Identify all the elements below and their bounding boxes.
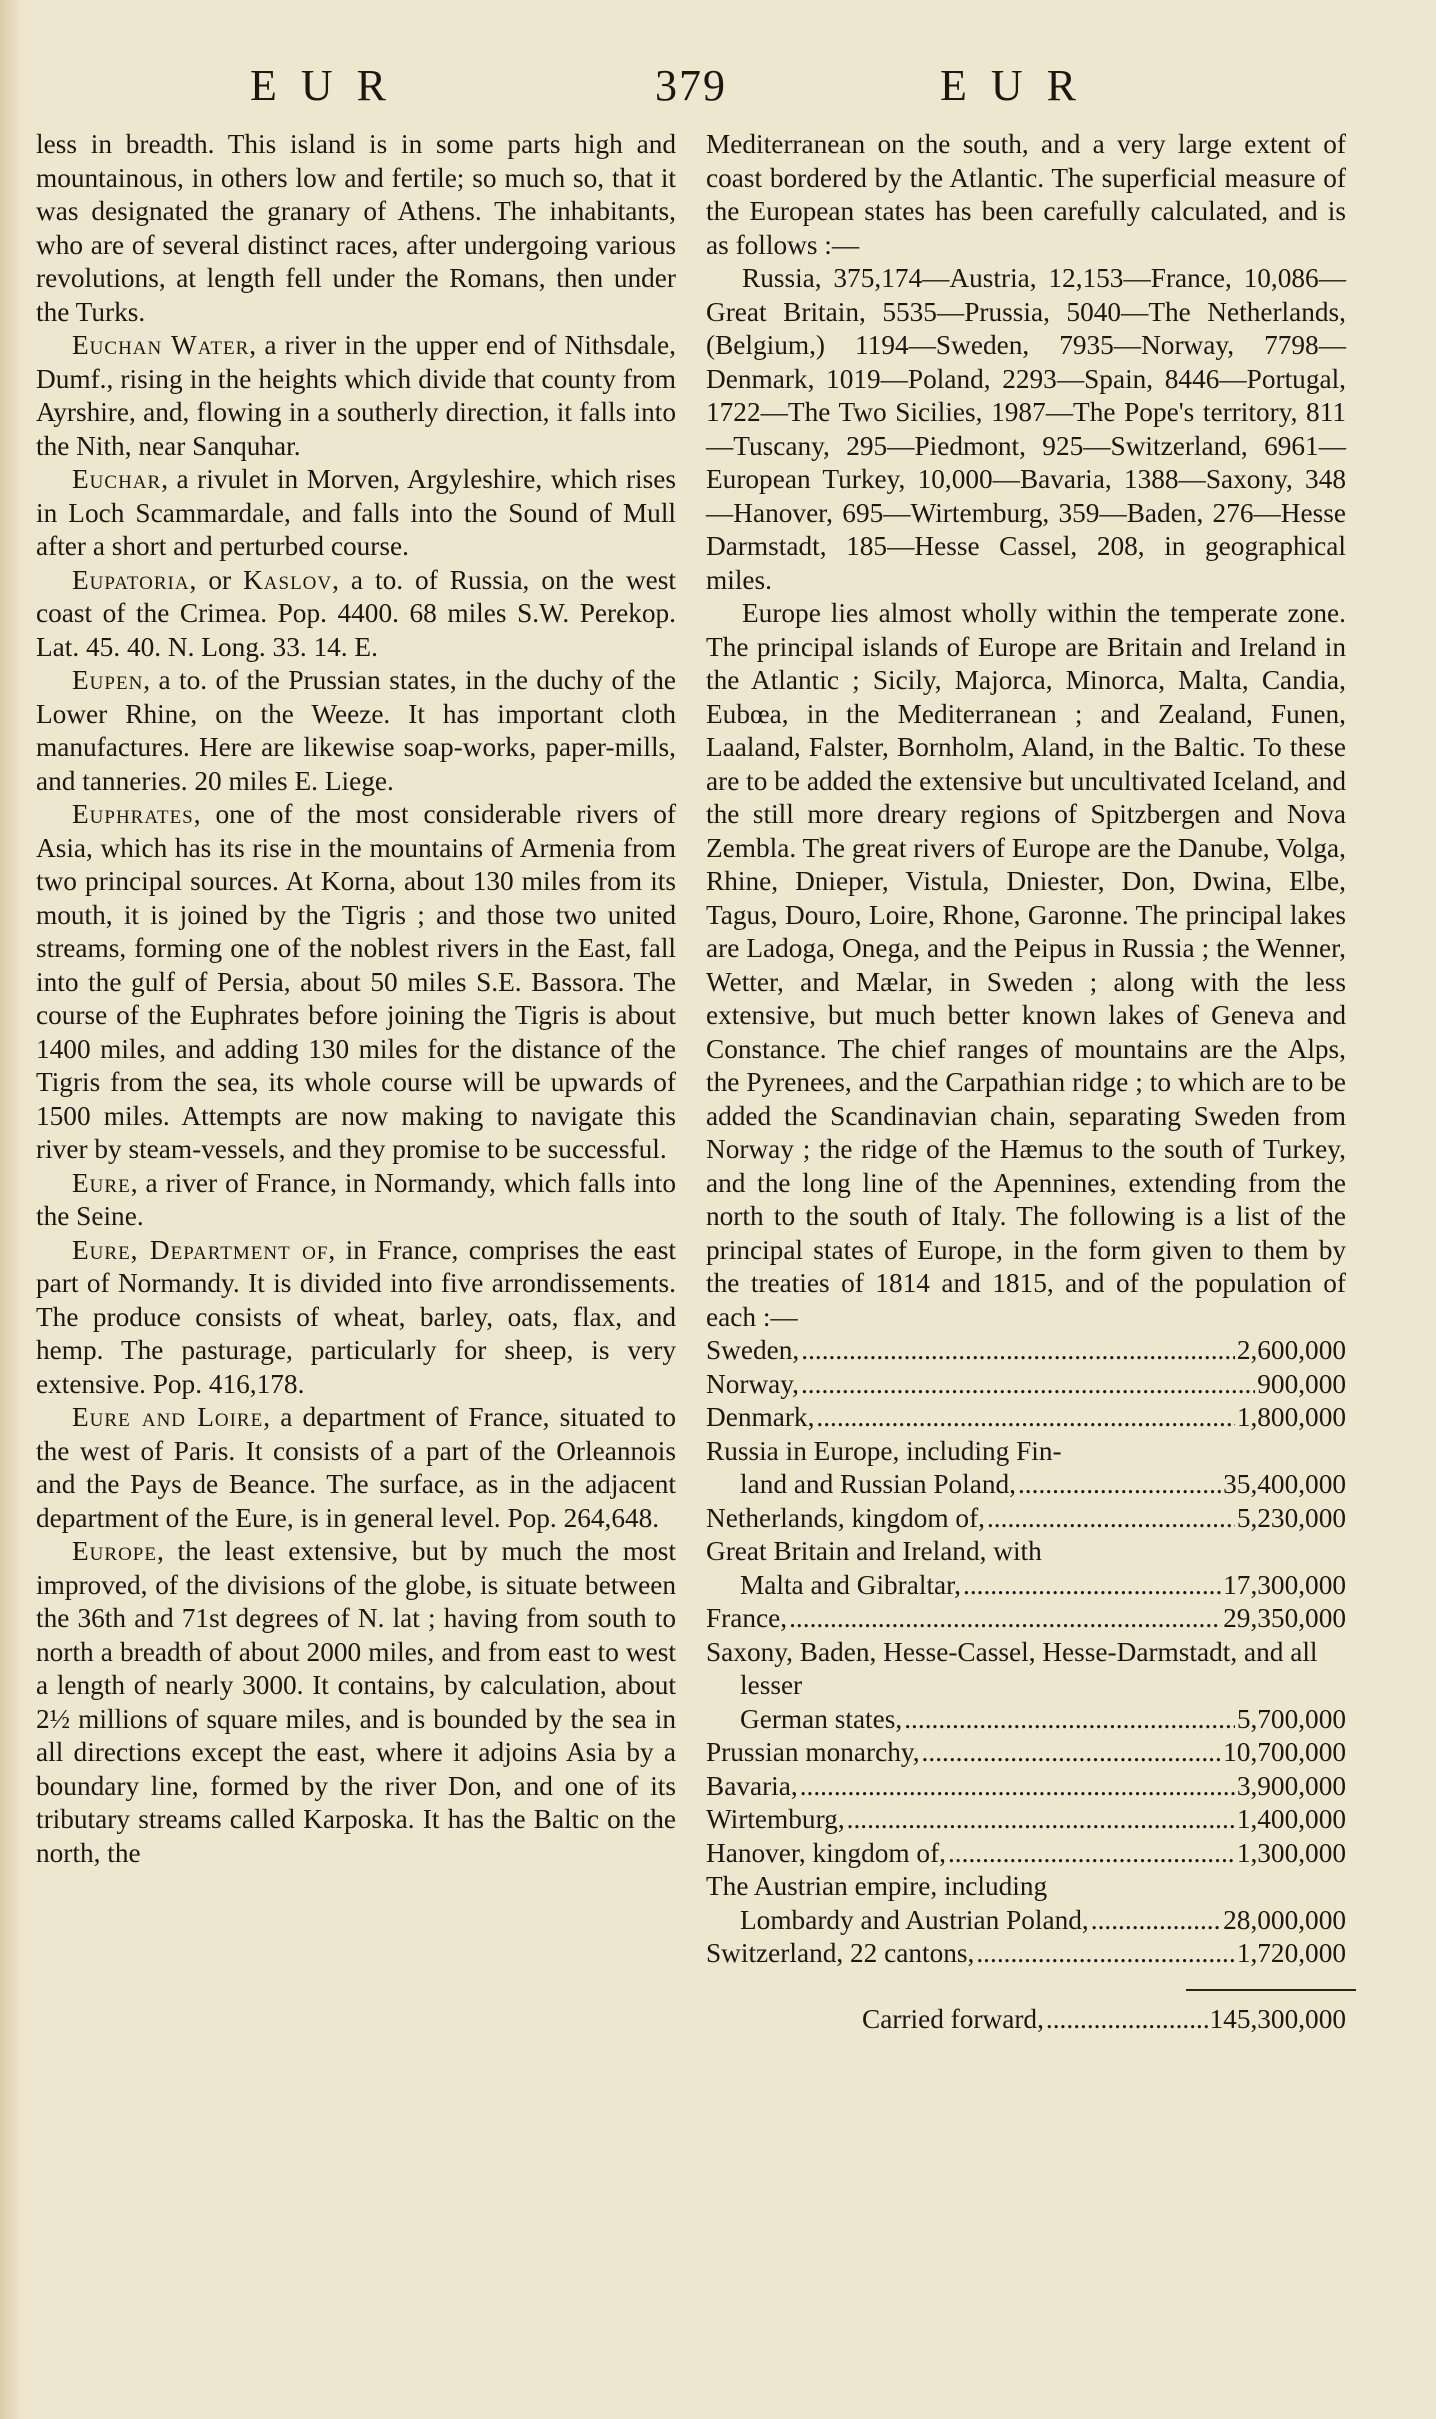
leader-dots [801, 1368, 1255, 1402]
leader-dots [1046, 2003, 1208, 2037]
state-name: France, [706, 1603, 788, 1633]
header-left-word: EUR [250, 61, 410, 110]
table-row [706, 1468, 1346, 1502]
entry-eure [36, 1167, 676, 1234]
europe-continuation: Mediterranean on the south, and a very large extent of coast bordered by the Atlantic. The superficial measure of the European states has been carefully calculated, and is as follows :— [706, 129, 1346, 260]
entry-body: , a to. of the Prussian states, in the duchy of the Lower Rhine, on the Weeze. It has important cloth manufactures. Here are likewise soap-works, paper-mills, and tanneries. 20 miles E. Liege. [36, 665, 676, 796]
table-row-lead: Saxony, Baden, Hesse-Cassel, Hesse-Darmstadt, and all lesser [706, 1636, 1318, 1700]
state-name: Norway, [706, 1368, 799, 1399]
state-name: Lombardy and Austrian Poland, [740, 1904, 1089, 1935]
entry-eupen [36, 664, 676, 798]
state-name: land and Russian Poland, [740, 1469, 1016, 1499]
population-value: 5,700,000 [1236, 1703, 1346, 1734]
population-value: 3,900,000 [1236, 1770, 1346, 1801]
population-value: 1,800,000 [1236, 1402, 1346, 1432]
population-value: 1,720,000 [1236, 1938, 1346, 1968]
leader-dots [976, 1937, 1234, 1971]
leader-dots [987, 1502, 1235, 1536]
entry-body: , one of the most considerable rivers of Asia, which has its rise in the mountains of Armenia from two principal sources. At Korna, about 130 miles from its mouth, it is joined by the Tigris ; and those two united streams, forming one of the noblest rivers in the East, fall into the gulf of Persia, about 50 miles S.E. Bassora. The course of the Euphrates before joining the Tigris is about 1400 miles, and adding 130 miles for the distance of the Tigris from the sea, its whole course will be upwards of 1500 miles. Attempts are now making to navigate this river by steam-vessels, and they promise to be successful. [36, 799, 676, 1164]
carried-forward-row [862, 2003, 1346, 2037]
left-column [36, 128, 676, 1870]
table-row [706, 1736, 1346, 1770]
entry-connector: , or [189, 564, 244, 595]
table-row [706, 1334, 1346, 1368]
leader-dots [816, 1401, 1234, 1435]
population-value: 17,300,000 [1223, 1569, 1346, 1600]
carried-forward-value: 145,300,000 [1209, 2003, 1346, 2034]
population-value: 29,350,000 [1223, 1603, 1346, 1633]
entry-head: Eupen [72, 665, 144, 695]
state-name: Sweden, [706, 1335, 800, 1365]
entry-head: Euchan Water [72, 330, 250, 360]
leader-dots [1018, 1468, 1221, 1502]
table-row-lead: The Austrian empire, including [706, 1871, 1048, 1901]
entry-continuation: less in breadth. This island is in some parts high and mountainous, in others low and fertile; so much so, that it was designated the granary of Athens. The inhabitants, who are of several distinct races, after undergoing various revolutions, at length fell under the Romans, then under the Turks. [36, 129, 676, 327]
entry-head: Eure, Department of [72, 1234, 329, 1265]
population-value: 5,230,000 [1236, 1502, 1346, 1533]
population-value: 900,000 [1257, 1368, 1346, 1399]
right-column [706, 128, 1346, 2036]
table-row [706, 1602, 1346, 1636]
entry-body: , the least extensive, but by much the most improved, of the divisions of the globe, is situate between the 36th and 71st degrees of N. lat ; having from south to north a breadth of about 2000 miles, and from east to west a length of nearly 3000. It contains, by calculation, about 2½ millions of square miles, and is bounded by the sea in all directions except the east, where it adjoins Asia by a boundary line, formed by the river Don, and one of its tributary streams called Karposka. It has the Baltic on the north, the [36, 1536, 676, 1868]
state-name: Bavaria, [706, 1770, 798, 1801]
entry-eure-department [36, 1234, 676, 1402]
page-number: 379 [655, 61, 727, 110]
state-name: Switzerland, 22 cantons, [706, 1938, 975, 1968]
entry-head-alt: Kaslov [243, 564, 333, 595]
state-name: Denmark, [706, 1402, 815, 1432]
state-name: Wirtemburg, [706, 1804, 845, 1834]
state-name: Malta and Gibraltar, [740, 1569, 961, 1600]
page-edge-shadow [0, 0, 22, 2419]
entry-euphrates [36, 798, 676, 1167]
table-row [706, 1837, 1346, 1871]
entry-body: , a to. of Russia, on the west coast of the Crimea. Pop. 4400. 68 miles S.W. Perekop. Lat. 45. 40. N. Long. 33. 14. E. [36, 564, 676, 662]
table-row [706, 1368, 1346, 1402]
entry-euchar [36, 463, 676, 564]
state-name: Prussian monarchy, [706, 1737, 920, 1767]
leader-dots [948, 1837, 1235, 1871]
carried-forward-label: Carried forward, [862, 2003, 1044, 2034]
entry-europe [36, 1535, 676, 1870]
entry-body: , a river in the upper end of Nithsdale, Dumf., rising in the heights which divide that county from Ayrshire, and, flowing in a southerly direction, it falls into the Nith, near Sanquhar. [36, 330, 676, 461]
entry-head: Eure [72, 1167, 131, 1198]
state-name: Netherlands, kingdom of, [706, 1502, 985, 1533]
table-row [706, 1937, 1346, 1971]
table-row [706, 1770, 1346, 1804]
table-row [706, 1569, 1346, 1603]
entry-body: , a river of France, in Normandy, which falls into the Seine. [36, 1167, 676, 1231]
entry-head: Europe [72, 1536, 157, 1566]
leader-dots [789, 1602, 1221, 1636]
entry-eure-and-loire [36, 1401, 676, 1535]
superficial-measure-list: Russia, 375,174—Austria, 12,153—France, 10,086—Great Britain, 5535—Prussia, 5040—The Netherlands, (Belgium,) 1194—Sweden, 7935—Norway, 7798—Denmark, 1019—Poland, 2293—Spain, 8446—Portugal, 1722—The Two Sicilies, 1987—The Pope's territory, 811—Tuscany, 295—Piedmont, 925—Switzerland, 6961—European Turkey, 10,000—Bavaria, 1388—Saxony, 348—Hanover, 695—Wirtemburg, 359—Baden, 276—Hesse Darmstadt, 185—Hesse Cassel, 208, in geographical miles. [706, 263, 1346, 595]
leader-dots [904, 1703, 1235, 1737]
table-row-lead: Russia in Europe, including Fin- [706, 1435, 1062, 1466]
leader-dots [1091, 1904, 1221, 1938]
table-row [706, 1401, 1346, 1435]
header-right-word: EUR [940, 61, 1100, 110]
europe-geography: Europe lies almost wholly within the temperate zone. The principal islands of Europe are Britain and Ireland in the Atlantic ; Sicily, Majorca, Minorca, Malta, Candia, Eubœa, in the Mediterranean ; and Zealand, Funen, Laaland, Falster, Bornholm, Aland, in the Baltic. To these are to be added the extensive but uncultivated Iceland, and the still more dreary regions of Spitzbergen and Nova Zembla. The great rivers of Europe are the Danube, Volga, Rhine, Dnieper, Vistula, Dniester, Don, Dwina, Elbe, Tagus, Douro, Loire, Rhone, Garonne. The principal lakes are Ladoga, Onega, and the Peipus in Russia ; the Wenner, Wetter, and Mælar, in Sweden ; along with the less extensive, but much better known lakes of Geneva and Constance. The chief ranges of mountains are the Alps, the Pyrenees, and the Carpathian ridge ; to which are to be added the Scandinavian chain, separating Sweden from Norway ; the ridge of the Hæmus to the south of Turkey, and the long line of the Apennines, extending from the north to the south of Italy. The following is a list of the principal states of Europe, in the form given to them by the treaties of 1814 and 1815, and of the population of each :— [706, 598, 1346, 1332]
leader-dots [801, 1334, 1235, 1368]
population-value: 10,700,000 [1223, 1737, 1346, 1767]
state-name: German states, [740, 1703, 903, 1734]
leader-dots [847, 1803, 1235, 1837]
entry-body: , a rivulet in Morven, Argyleshire, which rises in Loch Scammardale, and falls into the Sound of Mull after a short and perturbed course. [36, 464, 676, 561]
state-name: Hanover, kingdom of, [706, 1837, 946, 1868]
population-value: 1,300,000 [1236, 1837, 1346, 1868]
entry-head: Euchar [72, 464, 162, 494]
entry-body: , in France, comprises the east part of Normandy. It is divided into five arrondissements. The produce consists of wheat, barley, oats, flax, and hemp. The pasturage, particularly for sheep, is very extensive. Pop. 416,178. [36, 1234, 676, 1399]
entry-body: , a department of France, situated to the west of Paris. It consists of a part of the Orleannois and the Pays de Beance. The surface, as in the adjacent department of the Eure, is in general level. Pop. 264,648. [36, 1402, 676, 1533]
table-row [706, 1904, 1346, 1938]
entry-head: Eupatoria [72, 564, 190, 595]
leader-dots [800, 1770, 1235, 1804]
population-value: 2,600,000 [1236, 1335, 1346, 1365]
entry-euchan-water [36, 329, 676, 463]
population-value: 1,400,000 [1236, 1804, 1346, 1834]
table-row [706, 1502, 1346, 1536]
entry-head: Eure and Loire [72, 1402, 264, 1432]
entry-eupatoria [36, 564, 676, 665]
running-header [0, 56, 1436, 116]
entry-head: Euphrates [72, 799, 194, 829]
leader-dots [922, 1736, 1222, 1770]
population-value: 28,000,000 [1223, 1904, 1346, 1935]
population-value: 35,400,000 [1223, 1469, 1346, 1499]
table-row [706, 1803, 1346, 1837]
table-row-lead: Great Britain and Ireland, with [706, 1536, 1042, 1566]
total-rule [1186, 1989, 1356, 1991]
population-table [706, 1334, 1346, 1971]
table-row [706, 1703, 1346, 1737]
leader-dots [963, 1569, 1221, 1603]
